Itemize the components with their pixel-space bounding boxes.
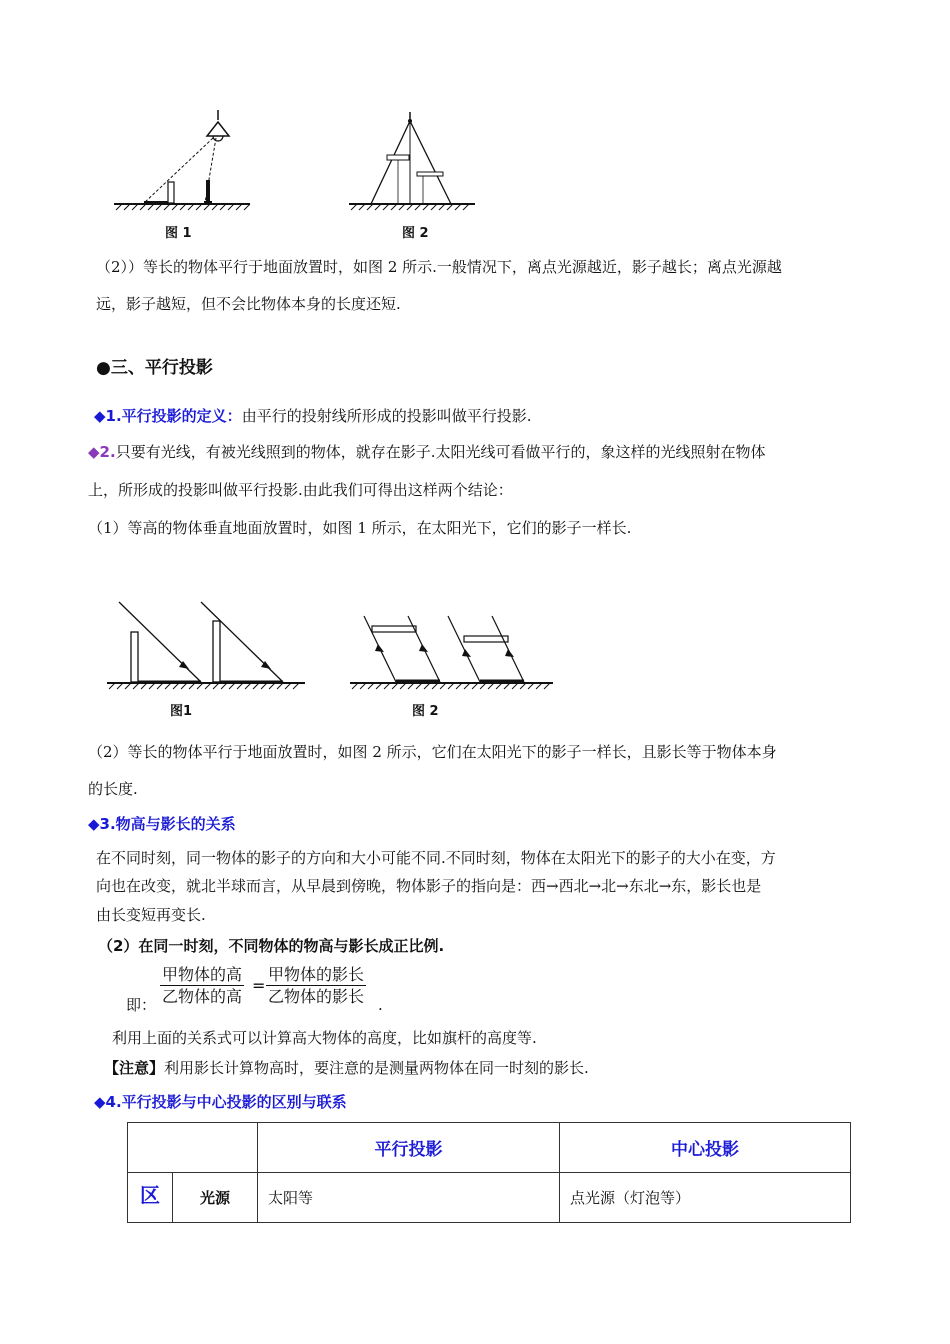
central-para-line-1: （2））等长的物体平行于地面放置时，如图 2 所示.一般情况下，离点光源越近，影子越长；离点光源越 — [96, 258, 782, 276]
formula-prefix: 即： — [126, 996, 157, 1014]
item-3-label: 3.物高与影长的关系 — [99, 815, 236, 833]
section-3-heading — [96, 353, 213, 378]
header-central-label: 中心投影 — [671, 1140, 739, 1160]
item-4-heading — [94, 1090, 347, 1114]
figure-2-caption: 图 2 — [402, 226, 429, 241]
row-group-label: 区 — [140, 1183, 160, 1207]
parallel-figure-2-caption: 图 2 — [412, 704, 439, 719]
central-projection-figure-1 — [110, 108, 260, 218]
central-projection-figure-2 — [345, 108, 480, 218]
section-bullet: ● — [96, 358, 111, 378]
note-text: 利用影长计算物高时，要注意的是测量两物体在同一时刻的影长. — [164, 1059, 589, 1077]
fraction-left-numerator: 甲物体的高 — [162, 965, 243, 984]
item-2-line-3: （1）等高的物体垂直地面放置时，如图 1 所示，在太阳光下，它们的影子一样长. — [88, 519, 632, 537]
item-2-line-1 — [88, 440, 765, 464]
item-3-line-2: 向也在改变，就北半球而言，从早晨到傍晚，物体影子的指向是：西→西北→北→东北→东，影长也是 — [96, 877, 762, 895]
note-label: 【注意】 — [104, 1059, 165, 1077]
equals-sign: = — [252, 976, 266, 995]
fraction-right-numerator: 甲物体的影长 — [268, 965, 365, 984]
item-4-label: 4.平行投影与中心投影的区别与联系 — [105, 1093, 347, 1111]
item-2-line-2: 上，所形成的投影叫做平行投影.由此我们可得出这样两个结论： — [88, 481, 513, 499]
parallel-figure-1-caption: 图1 — [170, 704, 193, 719]
item-2-text-1: 只要有光线，有被光线照到的物体，就存在影子.太阳光线可看做平行的，象这样的光线照射在物体 — [115, 443, 766, 461]
central-para-line-2: 远，影子越短，但不会比物体本身的长度还短. — [96, 295, 401, 313]
item-2-num: 2. — [99, 443, 116, 461]
comparison-table — [127, 1122, 851, 1223]
parallel-projection-figure-1 — [105, 594, 310, 694]
table-header-parallel — [258, 1123, 560, 1173]
item-1-label: 1.平行投影的定义： — [105, 407, 242, 425]
diamond-marker-icon: ◆ — [88, 443, 100, 461]
item-1 — [94, 404, 531, 428]
item-3-line-1: 在不同时刻，同一物体的影子的方向和大小可能不同.不同时刻，物体在太阳光下的影子的大小在变，方 — [96, 849, 776, 867]
item-1-text: 由平行的投射线所形成的投影叫做平行投影. — [241, 407, 532, 425]
table-row-label-cell — [173, 1173, 258, 1223]
diamond-marker-icon: ◆ — [94, 407, 106, 425]
item-3-usage: 利用上面的关系式可以计算高大物体的高度，比如旗杆的高度等. — [112, 1029, 537, 1047]
fraction-right-denominator: 乙物体的影长 — [268, 987, 365, 1006]
formula-suffix: . — [378, 996, 383, 1014]
item-3-line-3: 由长变短再变长. — [96, 906, 206, 924]
table-cell-central: 点光源（灯泡等） — [560, 1173, 851, 1223]
fraction-left — [160, 964, 244, 1007]
table-cell-parallel: 太阳等 — [258, 1173, 560, 1223]
parallel-projection-figure-2 — [348, 614, 558, 694]
fraction-right — [266, 964, 366, 1007]
diamond-marker-icon: ◆ — [94, 1093, 106, 1111]
ratio-formula — [126, 964, 426, 1014]
table-corner-cell — [128, 1123, 258, 1173]
row-label: 光源 — [199, 1189, 230, 1207]
diamond-marker-icon: ◆ — [88, 815, 100, 833]
parallel-para-line-2: 的长度. — [88, 780, 138, 798]
section-3-title: 三、平行投影 — [110, 358, 213, 378]
header-parallel-label: 平行投影 — [374, 1140, 443, 1160]
item-3-note — [104, 1056, 589, 1080]
table-row-group-cell — [128, 1173, 173, 1223]
item-3-point-2: （2）在同一时刻，不同物体的物高与影长成正比例. — [98, 937, 445, 955]
figure-1-caption: 图 1 — [165, 226, 192, 241]
table-header-central — [560, 1123, 851, 1173]
parallel-para-line-1: （2）等长的物体平行于地面放置时，如图 2 所示，它们在太阳光下的影子一样长，且影长等于物体本身 — [88, 743, 777, 761]
table-row — [128, 1173, 851, 1223]
item-3-heading — [88, 812, 236, 836]
fraction-left-denominator: 乙物体的高 — [162, 987, 243, 1006]
table-header-row — [128, 1123, 851, 1173]
